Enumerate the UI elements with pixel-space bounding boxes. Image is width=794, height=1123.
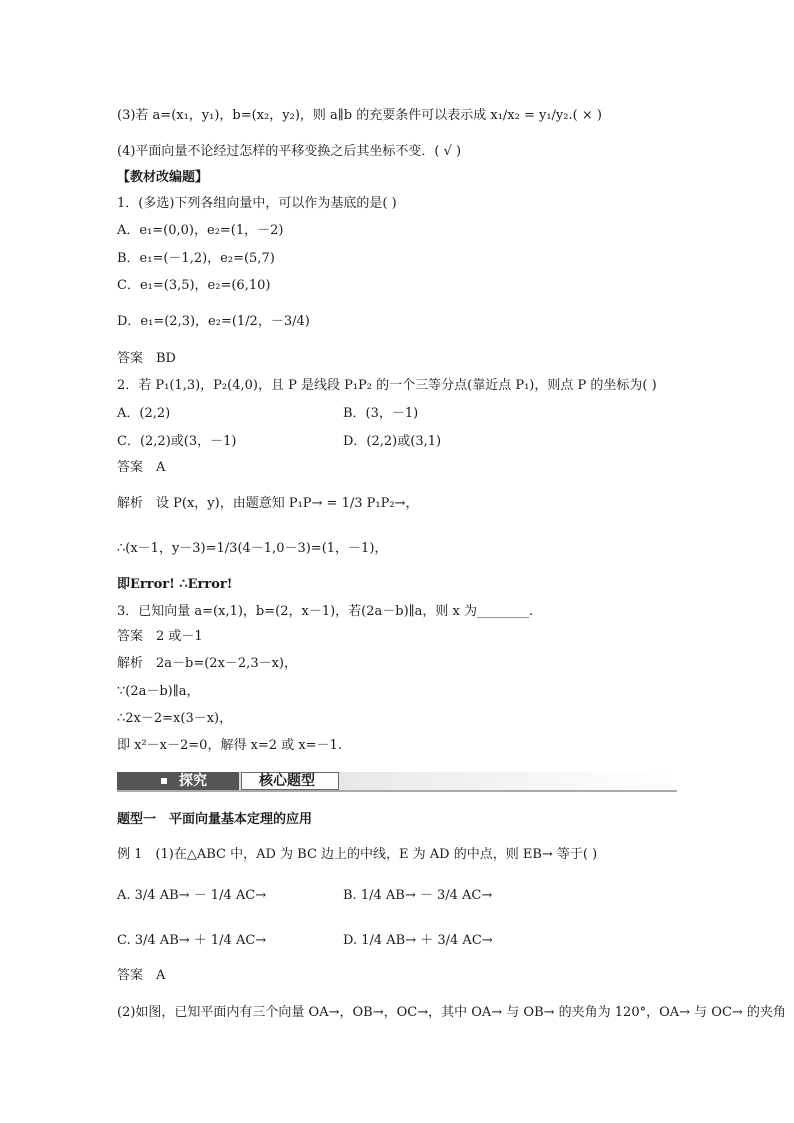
section-banner xyxy=(117,772,677,792)
text-line: C．(2,2)或(3，－1) xyxy=(117,434,237,449)
text-line: 即 x²－x－2=0，解得 x=2 或 x=－1. xyxy=(117,738,342,753)
text-line: 答案 2 或－1 xyxy=(117,629,203,644)
option-right: B．(3，－1) xyxy=(343,406,419,421)
section-label: 探究 xyxy=(179,773,207,789)
text-line: 题型一 平面向量基本定理的应用 xyxy=(117,812,313,827)
text-line: A．(2,2) xyxy=(117,406,171,421)
text-line: C．e₁=(3,5)，e₂=(6,10) xyxy=(117,278,271,293)
option-right: D. 1/4 AB→ ＋ 3/4 AC→ xyxy=(343,933,493,948)
text-line: (3)若 a=(x₁，y₁)，b=(x₂，y₂)，则 a∥b 的充要条件可以表示成 x₁/x₂ = y₁/y₂.( × ) xyxy=(117,108,602,123)
option-right: D．(2,2)或(3,1) xyxy=(343,434,442,449)
text-line: (2)如图，已知平面内有三个向量 OA→，OB→，OC→，其中 OA→ 与 OB→ 的夹角为 120°，OA→ 与 OC→ 的夹角 xyxy=(117,1005,786,1020)
text-line: 解析 2a－b=(2x－2,3－x)， xyxy=(117,656,297,671)
text-line: B．e₁=(－1,2)，e₂=(5,7) xyxy=(117,251,275,266)
text-line: A．e₁=(0,0)，e₂=(1，－2) xyxy=(117,223,284,238)
text-line: D．e₁=(2,3)，e₂=(1/2，－3/4) xyxy=(117,314,310,329)
text-line: C. 3/4 AB→ ＋ 1/4 AC→ xyxy=(117,933,267,948)
text-line: 例 1 (1)在△ABC 中，AD 为 BC 边上的中线，E 为 AD 的中点，则 EB→ 等于( ) xyxy=(117,847,598,862)
text-line: A. 3/4 AB→ － 1/4 AC→ xyxy=(117,888,267,903)
option-right: B. 1/4 AB→ － 3/4 AC→ xyxy=(343,888,493,903)
text-line: 解析 设 P(x，y)，由题意知 P₁P→ = 1/3 P₁P₂→， xyxy=(117,496,419,511)
text-line: 答案 A xyxy=(117,968,166,983)
text-line: 答案 BD xyxy=(117,351,176,366)
text-line: 3．已知向量 a=(x,1)，b=(2，x－1)，若(2a－b)∥a，则 x 为________. xyxy=(117,604,534,619)
text-line: (4)平面向量不论经过怎样的平移变换之后其坐标不变．( √ ) xyxy=(117,144,462,159)
text-line: 2．若 P₁(1,3)，P₂(4,0)，且 P 是线段 P₁P₂ 的一个三等分点(靠近点 P₁)，则点 P 的坐标为( ) xyxy=(117,378,657,393)
text-line: 【教材改编题】 xyxy=(117,170,209,185)
section-title: 核心题型 xyxy=(259,773,315,789)
text-line: ∵(2a－b)∥a， xyxy=(117,684,200,699)
text-line: 即Error! ∴Error! xyxy=(117,577,233,592)
text-line: ∴2x－2=x(3－x)， xyxy=(117,711,233,726)
square-bullet-icon xyxy=(161,778,167,784)
text-line: 1．(多选)下列各组向量中，可以作为基底的是( ) xyxy=(117,196,397,211)
text-line: 答案 A xyxy=(117,460,166,475)
text-line: ∴(x－1，y－3)=1/3(4－1,0－3)=(1，－1)， xyxy=(117,541,388,556)
